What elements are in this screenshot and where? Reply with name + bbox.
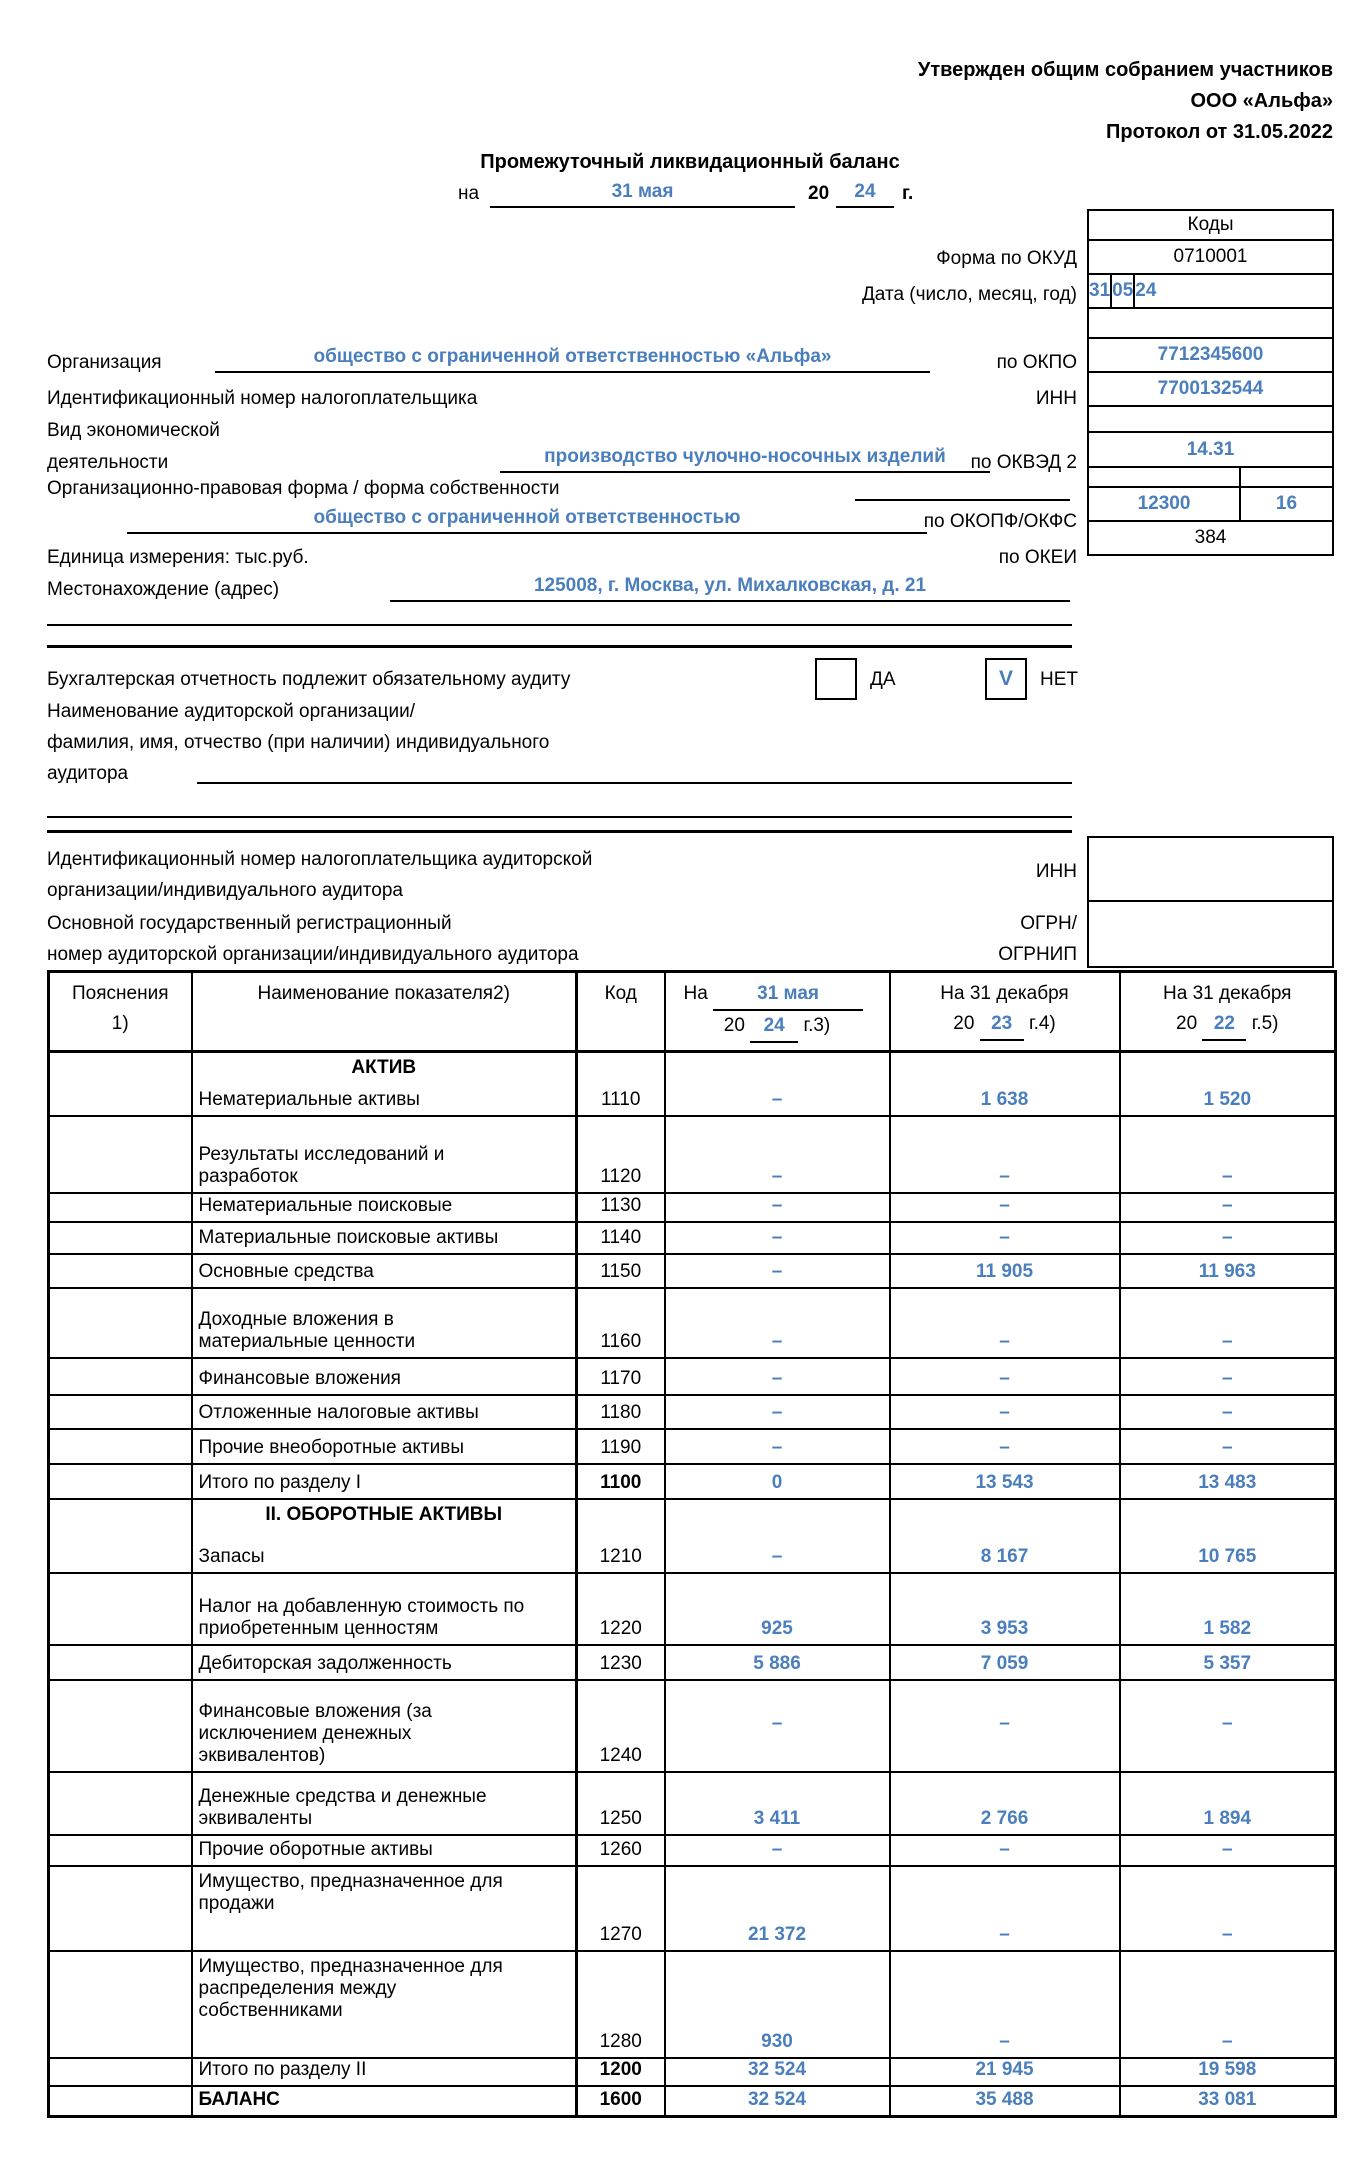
line-code-cell: 1150 bbox=[577, 1254, 665, 1288]
section-title: II. ОБОРОТНЫЕ АКТИВЫ bbox=[265, 1503, 503, 1525]
value-cell-v1: 32 524 bbox=[665, 2086, 890, 2117]
value-cell-v1: 21 372 bbox=[665, 1866, 890, 1951]
okved-value: 14.31 bbox=[1089, 431, 1332, 466]
indicator-name-cell bbox=[192, 1429, 577, 1464]
line-code-cell: 1270 bbox=[577, 1866, 665, 1951]
indicator-name: Итого по разделу II bbox=[198, 2058, 367, 2080]
line-code-cell: 1180 bbox=[577, 1395, 665, 1429]
table-header-row bbox=[49, 972, 1336, 1052]
okved-label: по ОКВЭД 2 bbox=[970, 452, 1077, 473]
report-date-field: 31 мая bbox=[490, 180, 795, 208]
line-code-cell: 1280 bbox=[577, 1951, 665, 2058]
value-cell-v1: 925 bbox=[665, 1573, 890, 1645]
header-indicator-name: Наименование показателя2) bbox=[192, 972, 577, 1052]
value-cell-v2: – bbox=[890, 1866, 1120, 1951]
report-year-field: 24 bbox=[836, 180, 894, 208]
indicator-name: Основные средства bbox=[198, 1260, 374, 1282]
explanations-cell bbox=[49, 1429, 192, 1464]
line-code-cell: 1190 bbox=[577, 1429, 665, 1464]
header-prior1-year: 23 bbox=[980, 1009, 1024, 1041]
balance-table bbox=[47, 970, 1337, 2118]
table-row bbox=[49, 1358, 1336, 1395]
audit-no-checkmark: V bbox=[998, 667, 1013, 690]
line-code-cell: 1260 bbox=[577, 1835, 665, 1866]
explanations-cell bbox=[49, 1358, 192, 1395]
okpo-label: по ОКПО bbox=[996, 352, 1077, 373]
value-cell-v2: – bbox=[890, 1835, 1120, 1866]
indicator-name-cell bbox=[192, 1680, 577, 1772]
value-cell-v2: – bbox=[890, 1395, 1120, 1429]
codes-empty-1 bbox=[1089, 307, 1332, 337]
section-divider-2 bbox=[47, 830, 1072, 833]
explanations-cell bbox=[49, 1052, 192, 1116]
audit-yes-label: ДА bbox=[870, 669, 896, 690]
auditor-ogrn-box bbox=[1087, 902, 1334, 968]
table-row bbox=[49, 1680, 1336, 1772]
value-cell-v2: – bbox=[890, 1951, 1120, 2058]
address-field: 125008, г. Москва, ул. Михалковская, д. 21 bbox=[390, 574, 1070, 602]
okpo-value: 7712345600 bbox=[1089, 337, 1332, 371]
explanations-cell bbox=[49, 1866, 192, 1951]
table-row bbox=[49, 1052, 1336, 1116]
indicator-name: Финансовые вложения (за исключением денежных эквивалентов) bbox=[198, 1700, 432, 1766]
indicator-name-cell bbox=[192, 1835, 577, 1866]
indicator-name-cell bbox=[192, 1772, 577, 1835]
inn-label: ИНН bbox=[1035, 388, 1077, 409]
indicator-name-cell bbox=[192, 1866, 577, 1951]
okei-label: по ОКЕИ bbox=[998, 547, 1077, 568]
line-code-cell: 1230 bbox=[577, 1645, 665, 1680]
value-cell-v1: – bbox=[665, 1395, 890, 1429]
value-cell-v3: 1 894 bbox=[1120, 1772, 1336, 1835]
date-year: 24 bbox=[1133, 275, 1156, 307]
auditor-name-label-2: фамилия, имя, отчество (при наличии) индивидуального bbox=[47, 732, 550, 753]
table-row bbox=[49, 1645, 1336, 1680]
indicator-name-cell bbox=[192, 1193, 577, 1222]
value-cell-v3: 10 765 bbox=[1120, 1499, 1336, 1573]
date-day: 31 bbox=[1089, 280, 1111, 301]
value-cell-v3: – bbox=[1120, 1358, 1336, 1395]
table-row bbox=[49, 1951, 1336, 2058]
value-cell-v3: – bbox=[1120, 1680, 1336, 1772]
explanations-cell bbox=[49, 2058, 192, 2086]
value-cell-v3: 11 963 bbox=[1120, 1254, 1336, 1288]
indicator-name-cell bbox=[192, 1288, 577, 1358]
taxpayer-inn-label: Идентификационный номер налогоплательщика bbox=[47, 388, 478, 409]
table-row bbox=[49, 1222, 1336, 1254]
okopf-label: по ОКОПФ/ОКФС bbox=[923, 511, 1077, 532]
indicator-name-cell bbox=[192, 1358, 577, 1395]
opf-label: Организационно-правовая форма / форма собственности bbox=[47, 478, 560, 499]
auditor-ogrn-text-1: Основной государственный регистрационный bbox=[47, 913, 452, 934]
value-cell-v1: – bbox=[665, 1680, 890, 1772]
line-code-cell: 1600 bbox=[577, 2086, 665, 2117]
value-cell-v3: – bbox=[1120, 1429, 1336, 1464]
value-cell-v2: 11 905 bbox=[890, 1254, 1120, 1288]
indicator-name-cell bbox=[192, 1116, 577, 1193]
address-label: Местонахождение (адрес) bbox=[47, 579, 280, 600]
approval-line-1: Утвержден общим собранием участников bbox=[917, 59, 1333, 81]
value-cell-v3: – bbox=[1120, 1835, 1336, 1866]
explanations-cell bbox=[49, 1680, 192, 1772]
auditor-name-label-3: аудитора bbox=[47, 763, 129, 784]
auditor-inn-label: ИНН bbox=[1035, 861, 1077, 882]
table-row bbox=[49, 1499, 1336, 1573]
indicator-name-cell bbox=[192, 1645, 577, 1680]
balance-table-wrap bbox=[47, 970, 1337, 2118]
indicator-name-cell bbox=[192, 2058, 577, 2086]
okud-value: 0710001 bbox=[1089, 239, 1332, 273]
indicator-name-cell bbox=[192, 1395, 577, 1429]
indicator-name-cell bbox=[192, 2086, 577, 2117]
date-prefix: на bbox=[458, 183, 480, 204]
activity-label-2: деятельности bbox=[47, 452, 169, 473]
explanations-cell bbox=[49, 1573, 192, 1645]
indicator-name-cell bbox=[192, 1222, 577, 1254]
indicator-name: БАЛАНС bbox=[198, 2089, 280, 2110]
value-cell-v3: 1 582 bbox=[1120, 1573, 1336, 1645]
indicator-name-cell bbox=[192, 1052, 577, 1116]
codes-panel bbox=[1087, 209, 1334, 556]
indicator-name-cell bbox=[192, 1254, 577, 1288]
indicator-name: Имущество, предназначенное для продажи bbox=[198, 1870, 503, 1914]
value-cell-v2: – bbox=[890, 1222, 1120, 1254]
audit-no-checkbox[interactable] bbox=[985, 658, 1027, 700]
explanations-cell bbox=[49, 1222, 192, 1254]
page-title: Промежуточный ликвидационный баланс bbox=[480, 151, 900, 173]
okei-value: 384 bbox=[1089, 520, 1332, 554]
explanations-cell bbox=[49, 1835, 192, 1866]
table-row bbox=[49, 2058, 1336, 2086]
explanations-cell bbox=[49, 1464, 192, 1499]
header-code: Код bbox=[577, 972, 665, 1052]
indicator-name: Имущество, предназначенное для распределения между собственниками bbox=[198, 1955, 503, 2021]
header-explanations: Пояснения 1) bbox=[49, 972, 192, 1052]
value-cell-v1: – bbox=[665, 1222, 890, 1254]
value-cell-v3: – bbox=[1120, 1222, 1336, 1254]
indicator-name: Результаты исследований и разработок bbox=[198, 1143, 445, 1187]
indicator-name-cell bbox=[192, 1464, 577, 1499]
value-cell-v2: – bbox=[890, 1358, 1120, 1395]
explanations-cell bbox=[49, 1288, 192, 1358]
indicator-name: Отложенные налоговые активы bbox=[198, 1401, 479, 1423]
section-title: АКТИВ bbox=[351, 1056, 417, 1078]
header-period-current: На 31 мая 20 24 г.3) bbox=[665, 972, 890, 1052]
explanations-cell bbox=[49, 1951, 192, 2058]
audit-question: Бухгалтерская отчетность подлежит обязательному аудиту bbox=[47, 669, 571, 690]
indicator-name: Дебиторская задолженность bbox=[198, 1652, 452, 1674]
value-cell-v1: – bbox=[665, 1288, 890, 1358]
value-cell-v1: – bbox=[665, 1193, 890, 1222]
value-cell-v1: 3 411 bbox=[665, 1772, 890, 1835]
organization-label: Организация bbox=[47, 352, 162, 373]
table-row bbox=[49, 1429, 1336, 1464]
codes-empty-2 bbox=[1089, 405, 1332, 431]
approval-block bbox=[918, 55, 1333, 148]
section-divider-1 bbox=[47, 645, 1072, 648]
value-cell-v3: – bbox=[1120, 1288, 1336, 1358]
table-row bbox=[49, 1395, 1336, 1429]
indicator-name: Денежные средства и денежные эквиваленты bbox=[198, 1785, 487, 1829]
value-cell-v2: – bbox=[890, 1429, 1120, 1464]
line-code-cell: 1120 bbox=[577, 1116, 665, 1193]
value-cell-v1: 930 bbox=[665, 1951, 890, 2058]
okud-label: Форма по ОКУД bbox=[936, 248, 1077, 269]
value-cell-v2: 21 945 bbox=[890, 2058, 1120, 2086]
value-cell-v2: 2 766 bbox=[890, 1772, 1120, 1835]
date-century: 20 bbox=[808, 183, 830, 204]
line-code-cell: 1200 bbox=[577, 2058, 665, 2086]
value-cell-v3: – bbox=[1120, 1951, 1336, 2058]
indicator-name: Нематериальные поисковые bbox=[198, 1194, 453, 1216]
auditor-name-label-1: Наименование аудиторской организации/ bbox=[47, 701, 416, 722]
indicator-name: Материальные поисковые активы bbox=[198, 1226, 499, 1248]
indicator-name: Запасы bbox=[198, 1545, 265, 1567]
indicator-name-cell bbox=[192, 1499, 577, 1573]
line-code-cell: 1160 bbox=[577, 1288, 665, 1358]
explanations-cell bbox=[49, 1772, 192, 1835]
auditor-ogrn-label-2: ОГРНИП bbox=[998, 944, 1077, 965]
value-cell-v2: 7 059 bbox=[890, 1645, 1120, 1680]
header-current-date: 31 мая bbox=[713, 979, 863, 1011]
table-row bbox=[49, 1193, 1336, 1222]
value-cell-v2: – bbox=[890, 1680, 1120, 1772]
opf-field: общество с ограниченной ответственностью bbox=[127, 506, 927, 534]
value-cell-v1: – bbox=[665, 1429, 890, 1464]
value-cell-v2: – bbox=[890, 1116, 1120, 1193]
table-row bbox=[49, 1772, 1336, 1835]
table-row bbox=[49, 1835, 1336, 1866]
value-cell-v3: 33 081 bbox=[1120, 2086, 1336, 2117]
value-cell-v1: – bbox=[665, 1499, 890, 1573]
auditor-name-underline-2 bbox=[47, 794, 1072, 818]
value-cell-v1: – bbox=[665, 1052, 890, 1116]
approval-line-3: Протокол от 31.05.2022 bbox=[1106, 121, 1333, 143]
activity-label-1: Вид экономической bbox=[47, 420, 220, 441]
value-cell-v2: – bbox=[890, 1288, 1120, 1358]
auditor-inn-text-2: организации/индивидуального аудитора bbox=[47, 880, 403, 901]
auditor-ogrn-label-1: ОГРН/ bbox=[1020, 913, 1077, 934]
header-current-year: 24 bbox=[750, 1011, 798, 1043]
auditor-inn-box bbox=[1087, 836, 1334, 902]
value-cell-v1: – bbox=[665, 1358, 890, 1395]
header-prior2-year: 22 bbox=[1202, 1009, 1246, 1041]
auditor-ogrn-text-2: номер аудиторской организации/индивидуального аудитора bbox=[47, 944, 579, 965]
explanations-cell bbox=[49, 1645, 192, 1680]
table-row bbox=[49, 1254, 1336, 1288]
date-month: 05 bbox=[1110, 275, 1133, 307]
explanations-cell bbox=[49, 1193, 192, 1222]
indicator-name: Нематериальные активы bbox=[198, 1088, 420, 1110]
line-code-cell: 1100 bbox=[577, 1464, 665, 1499]
header-period-prior1: На 31 декабря 20 23 г.4) bbox=[890, 972, 1120, 1052]
indicator-name-cell bbox=[192, 1573, 577, 1645]
explanations-cell bbox=[49, 2086, 192, 2117]
value-cell-v2: 13 543 bbox=[890, 1464, 1120, 1499]
header-period-prior2: На 31 декабря 20 22 г.5) bbox=[1120, 972, 1336, 1052]
value-cell-v3: – bbox=[1120, 1116, 1336, 1193]
explanations-cell bbox=[49, 1395, 192, 1429]
audit-no-label: НЕТ bbox=[1040, 669, 1078, 690]
table-row bbox=[49, 1288, 1336, 1358]
line-code-cell: 1240 bbox=[577, 1680, 665, 1772]
indicator-name: Финансовые вложения bbox=[198, 1367, 401, 1389]
opf-empty-underline bbox=[855, 477, 1070, 501]
approval-line-2: ООО «Альфа» bbox=[1190, 90, 1333, 112]
explanations-cell bbox=[49, 1254, 192, 1288]
value-cell-v3: 13 483 bbox=[1120, 1464, 1336, 1499]
line-code-cell: 1130 bbox=[577, 1193, 665, 1222]
table-row bbox=[49, 1464, 1336, 1499]
indicator-name: Итого по разделу I bbox=[198, 1471, 362, 1493]
value-cell-v3: – bbox=[1120, 1866, 1336, 1951]
value-cell-v2: 8 167 bbox=[890, 1499, 1120, 1573]
codes-header: Коды bbox=[1187, 214, 1234, 235]
value-cell-v3: – bbox=[1120, 1193, 1336, 1222]
line-code-cell: 1140 bbox=[577, 1222, 665, 1254]
value-cell-v1: – bbox=[665, 1835, 890, 1866]
line-code-cell: 1250 bbox=[577, 1772, 665, 1835]
activity-field: производство чулочно-носочных изделий bbox=[500, 445, 990, 473]
inn-value: 7700132544 bbox=[1089, 371, 1332, 405]
line-code-cell: 1220 bbox=[577, 1573, 665, 1645]
okopf-value: 12300 bbox=[1137, 493, 1191, 514]
indicator-name: Налог на добавленную стоимость по приобретенным ценностям bbox=[198, 1595, 525, 1639]
unit-label: Единица измерения: тыс.руб. bbox=[47, 547, 309, 568]
okfs-value: 16 bbox=[1239, 488, 1332, 520]
table-row bbox=[49, 1866, 1336, 1951]
date-cells bbox=[1089, 273, 1332, 307]
value-cell-v3: 19 598 bbox=[1120, 2058, 1336, 2086]
indicator-name: Прочие оборотные активы bbox=[198, 1838, 433, 1860]
indicator-name: Прочие внеоборотные активы bbox=[198, 1436, 464, 1458]
value-cell-v3: – bbox=[1120, 1395, 1336, 1429]
line-code-cell: 1110 bbox=[577, 1052, 665, 1116]
value-cell-v2: 35 488 bbox=[890, 2086, 1120, 2117]
explanations-cell bbox=[49, 1499, 192, 1573]
value-cell-v2: – bbox=[890, 1193, 1120, 1222]
indicator-name: Доходные вложения в материальные ценности bbox=[198, 1308, 416, 1352]
value-cell-v3: 1 520 bbox=[1120, 1052, 1336, 1116]
indicator-name-cell bbox=[192, 1951, 577, 2058]
line-code-cell: 1170 bbox=[577, 1358, 665, 1395]
value-cell-v1: 5 886 bbox=[665, 1645, 890, 1680]
table-row bbox=[49, 2086, 1336, 2117]
value-cell-v3: 5 357 bbox=[1120, 1645, 1336, 1680]
table-row bbox=[49, 1116, 1336, 1193]
table-row bbox=[49, 1573, 1336, 1645]
date-label: Дата (число, месяц, год) bbox=[861, 284, 1077, 305]
line-code-cell: 1210 bbox=[577, 1499, 665, 1573]
organization-field: общество с ограниченной ответственностью «Альфа» bbox=[215, 345, 930, 373]
auditor-name-underline-1 bbox=[197, 760, 1072, 784]
okopf-okfs-cells bbox=[1089, 486, 1332, 520]
auditor-inn-text-1: Идентификационный номер налогоплательщика аудиторской bbox=[47, 849, 593, 870]
audit-yes-checkbox[interactable] bbox=[815, 658, 857, 700]
codes-empty-3 bbox=[1089, 466, 1332, 486]
value-cell-v1: 32 524 bbox=[665, 2058, 890, 2086]
value-cell-v1: – bbox=[665, 1254, 890, 1288]
date-suffix: г. bbox=[902, 183, 914, 204]
value-cell-v2: 1 638 bbox=[890, 1052, 1120, 1116]
value-cell-v2: 3 953 bbox=[890, 1573, 1120, 1645]
address-empty-underline bbox=[47, 602, 1072, 626]
value-cell-v1: 0 bbox=[665, 1464, 890, 1499]
explanations-cell bbox=[49, 1116, 192, 1193]
value-cell-v1: – bbox=[665, 1116, 890, 1193]
